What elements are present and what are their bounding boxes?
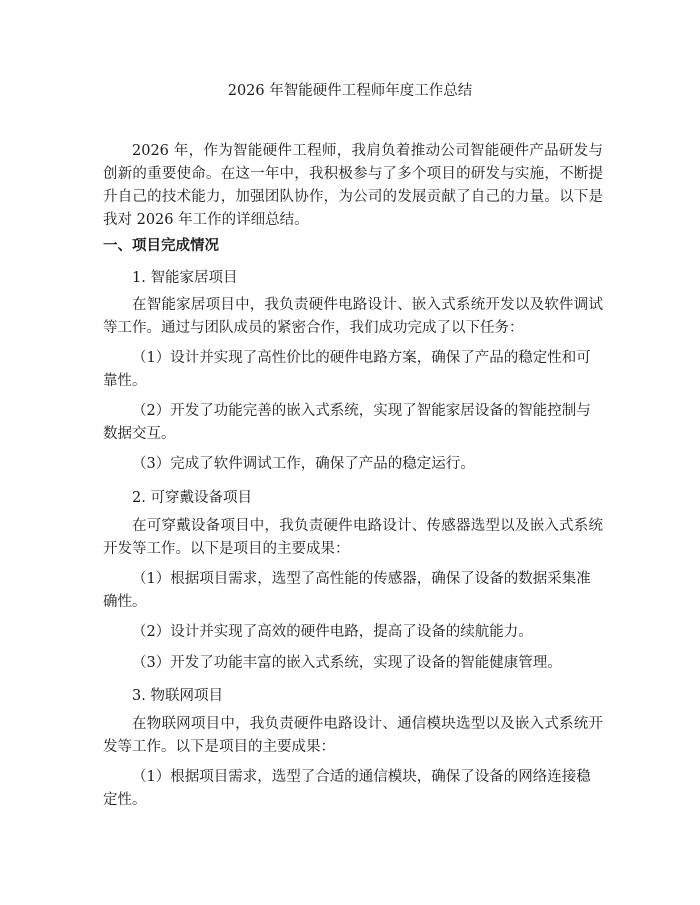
project-description: 在可穿戴设备项目中，我负责硬件电路设计、传感器选型以及嵌入式系统开发等工作。以下是项目的主要成果： — [103, 518, 603, 557]
list-item: （2）开发了功能完善的嵌入式系统，实现了智能家居设备的智能控制与数据交互。 — [103, 403, 591, 442]
intro-paragraph: 2026 年，作为智能硬件工程师，我肩负着推动公司智能硬件产品研发与创新的重要使命。在这一年中，我积极参与了多个项目的研发与实施，不断提升自己的技术能力，加强团队协作，为公司的发展贡献了自己的力量。以下是我对 2026 年工作的详细总结。 — [103, 143, 603, 228]
section-heading: 一、项目完成情况 — [103, 237, 219, 254]
project-label: 1. 智能家居项目 — [132, 270, 238, 286]
list-item: （3）完成了软件调试工作，确保了产品的稳定运行。 — [132, 456, 475, 472]
project-label: 2. 可穿戴设备项目 — [132, 490, 252, 506]
project-description: 在智能家居项目中，我负责硬件电路设计、嵌入式系统开发以及软件调试等工作。通过与团队成员的紧密合作，我们成功完成了以下任务： — [103, 297, 603, 336]
project-label: 3. 物联网项目 — [132, 688, 223, 704]
list-item: （2）设计并实现了高效的硬件电路，提高了设备的续航能力。 — [132, 624, 533, 640]
list-item: （1）设计并实现了高性价比的硬件电路方案，确保了产品的稳定性和可靠性。 — [103, 350, 591, 389]
list-item: （1）根据项目需求，选型了高性能的传感器，确保了设备的数据采集准确性。 — [103, 571, 591, 610]
project-description: 在物联网项目中，我负责硬件电路设计、通信模块选型以及嵌入式系统开发等工作。以下是项目的主要成果： — [103, 716, 603, 755]
list-item: （3）开发了功能丰富的嵌入式系统，实现了设备的智能健康管理。 — [132, 655, 562, 671]
document-title: 2026 年智能硬件工程师年度工作总结 — [227, 83, 473, 99]
list-item: （1）根据项目需求，选型了合适的通信模块，确保了设备的网络连接稳定性。 — [103, 769, 591, 808]
